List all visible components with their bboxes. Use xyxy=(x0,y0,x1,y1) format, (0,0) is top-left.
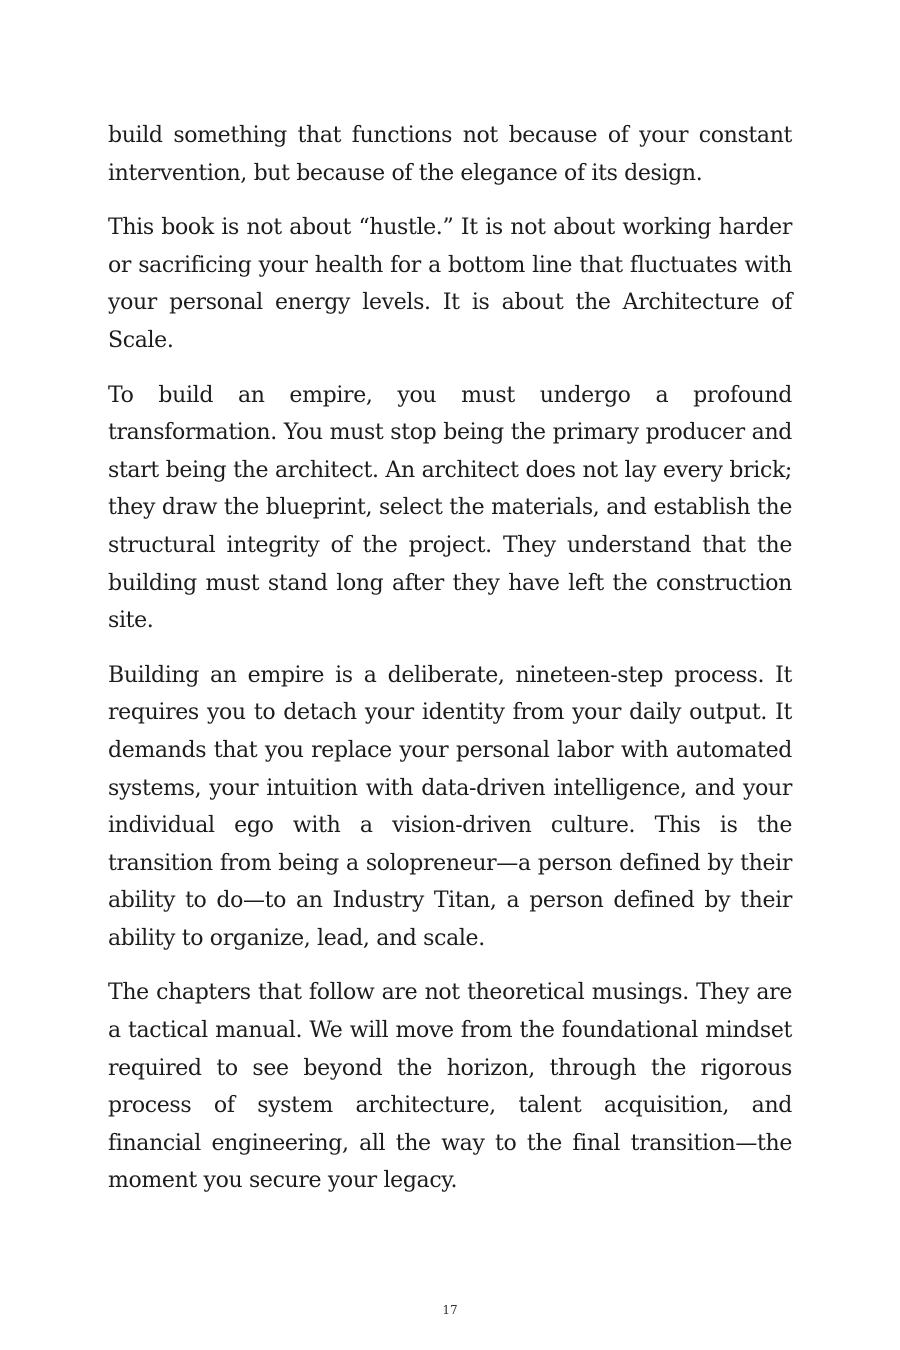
paragraph-4: Building an empire is a deliberate, nineteen-step process. It requires you to detach your identity from your daily output. It demands that you replace your personal labor with automated systems, your intuition with data-driven intelligence, and your individual ego with a vision-driven culture. This is the transition from being a solopreneur—a person defined by their ability to do—to an Industry Titan, a person defined by their ability to organize, lead, and scale. xyxy=(108,662,792,951)
paragraph-1: build something that functions not because of your constant intervention, but because of the elegance of its design. xyxy=(108,123,792,186)
paragraph-5: The chapters that follow are not theoretical musings. They are a tactical manual. We will move from the foundational mindset required to see beyond the horizon, through the rigorous process of system architecture, talent acquisition, and financial engineering, all the way to the final transition—the moment you secure your legacy. xyxy=(108,980,792,1194)
body-text xyxy=(108,117,792,1217)
page-number: 17 xyxy=(442,1303,458,1317)
paragraph-2: This book is not about “hustle.” It is not about working harder or sacrificing your health for a bottom line that fluctuates with your personal energy levels. It is about the Architecture of Scale. xyxy=(108,215,792,353)
paragraph-3: To build an empire, you must undergo a profound transformation. You must stop being the primary producer and start being the architect. An architect does not lay every brick; they draw the blueprint, select the materials, and establish the structural integrity of the project. They understand that the building must stand long after they have left the construction site. xyxy=(108,382,792,634)
